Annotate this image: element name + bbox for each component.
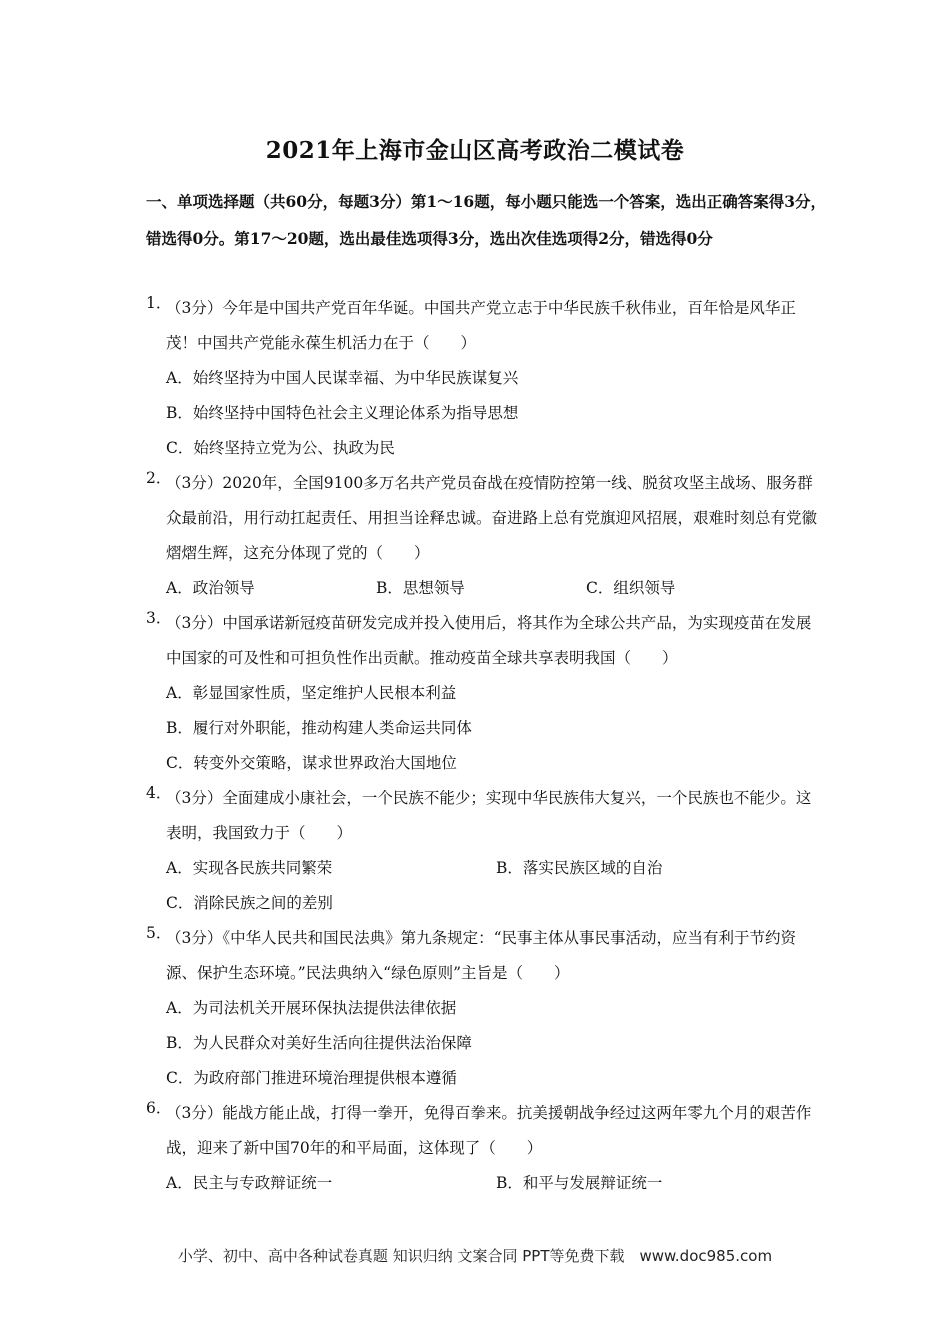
question-stem: （3分）全面建成小康社会，一个民族不能少；实现中华民族伟大复兴，一个民族也不能少。这表明，我国致力于（ ） — [166, 789, 812, 842]
question-3 — [146, 606, 826, 781]
question-number: 6． — [146, 1099, 172, 1117]
option-c: C．始终坚持立党为公、执政为民 — [166, 439, 395, 457]
page-title: 2021年上海市金山区高考政治二模试卷 — [265, 137, 685, 164]
option-c: C．为政府部门推进环境治理提供根本遵循 — [166, 1069, 457, 1087]
footer-link[interactable]: 小学、初中、高中各种试卷真题 知识归纳 文案合同 PPT等免费下载 www.doc985.com — [177, 1247, 773, 1265]
option-c: C．转变外交策略，谋求世界政治大国地位 — [166, 754, 457, 772]
question-number: 1． — [146, 294, 172, 312]
question-number: 3． — [146, 609, 172, 627]
option-a: A．为司法机关开展环保执法提供法律依据 — [166, 999, 457, 1017]
option-b: B．始终坚持中国特色社会主义理论体系为指导思想 — [166, 404, 519, 422]
section-heading: 一、单项选择题（共60分，每题3分）第1～16题，每小题只能选一个答案，选出正确答案得3分，错选得0分。第17～20题，选出最佳选项得3分，选出次佳选项得2分，错选得0分 — [146, 192, 826, 248]
question-stem: （3分）中国承诺新冠疫苗研发完成并投入使用后，将其作为全球公共产品，为实现疫苗在发展中国家的可及性和可担负性作出贡献。推动疫苗全球共享表明我国（ ） — [166, 614, 812, 667]
question-5 — [146, 921, 826, 1096]
question-number: 2． — [146, 469, 172, 487]
option-c: C．消除民族之间的差别 — [166, 894, 333, 912]
option-b: B．思想领导 — [376, 579, 465, 597]
option-b: B．落实民族区域的自治 — [496, 859, 663, 877]
option-row — [146, 1166, 826, 1201]
question-number: 4． — [146, 784, 172, 802]
option-a: A．实现各民族共同繁荣 — [166, 859, 333, 877]
option-a: A．政治领导 — [166, 579, 255, 597]
option-row — [146, 571, 826, 606]
option-a: A．民主与专政辩证统一 — [166, 1174, 333, 1192]
question-6 — [146, 1096, 826, 1201]
option-b: B．履行对外职能，推动构建人类命运共同体 — [166, 719, 472, 737]
question-stem: （3分）能战方能止战，打得一拳开，免得百拳来。抗美援朝战争经过这两年零九个月的艰苦作战，迎来了新中国70年的和平局面，这体现了（ ） — [166, 1104, 812, 1157]
question-stem: （3分）《中华人民共和国民法典》第九条规定：“民事主体从事民事活动，应当有利于节约资源、保护生态环境。”民法典纳入“绿色原则”主旨是（ ） — [166, 929, 797, 982]
question-number: 5． — [146, 924, 172, 942]
option-b: B．为人民群众对美好生活向往提供法治保障 — [166, 1034, 472, 1052]
option-c: C．组织领导 — [586, 579, 676, 597]
question-list — [146, 291, 826, 1201]
option-a: A．彰显国家性质，坚定维护人民根本利益 — [166, 684, 457, 702]
question-stem: （3分）2020年，全国9100多万名共产党员奋战在疫情防控第一线、脱贫攻坚主战场、服务群众最前沿，用行动扛起责任、用担当诠释忠诚。奋进路上总有党旗迎风招展，艰难时刻总有党徽熠熠生辉，这充分体现了党的（ ） — [166, 474, 818, 562]
question-4 — [146, 781, 826, 921]
option-b: B．和平与发展辩证统一 — [496, 1174, 663, 1192]
question-stem: （3分）今年是中国共产党百年华诞。中国共产党立志于中华民族千秋伟业，百年恰是风华正茂！中国共产党能永葆生机活力在于（ ） — [166, 299, 796, 352]
option-a: A．始终坚持为中国人民谋幸福、为中华民族谋复兴 — [166, 369, 519, 387]
option-row — [146, 851, 826, 886]
question-1 — [146, 291, 826, 466]
question-2 — [146, 466, 826, 606]
